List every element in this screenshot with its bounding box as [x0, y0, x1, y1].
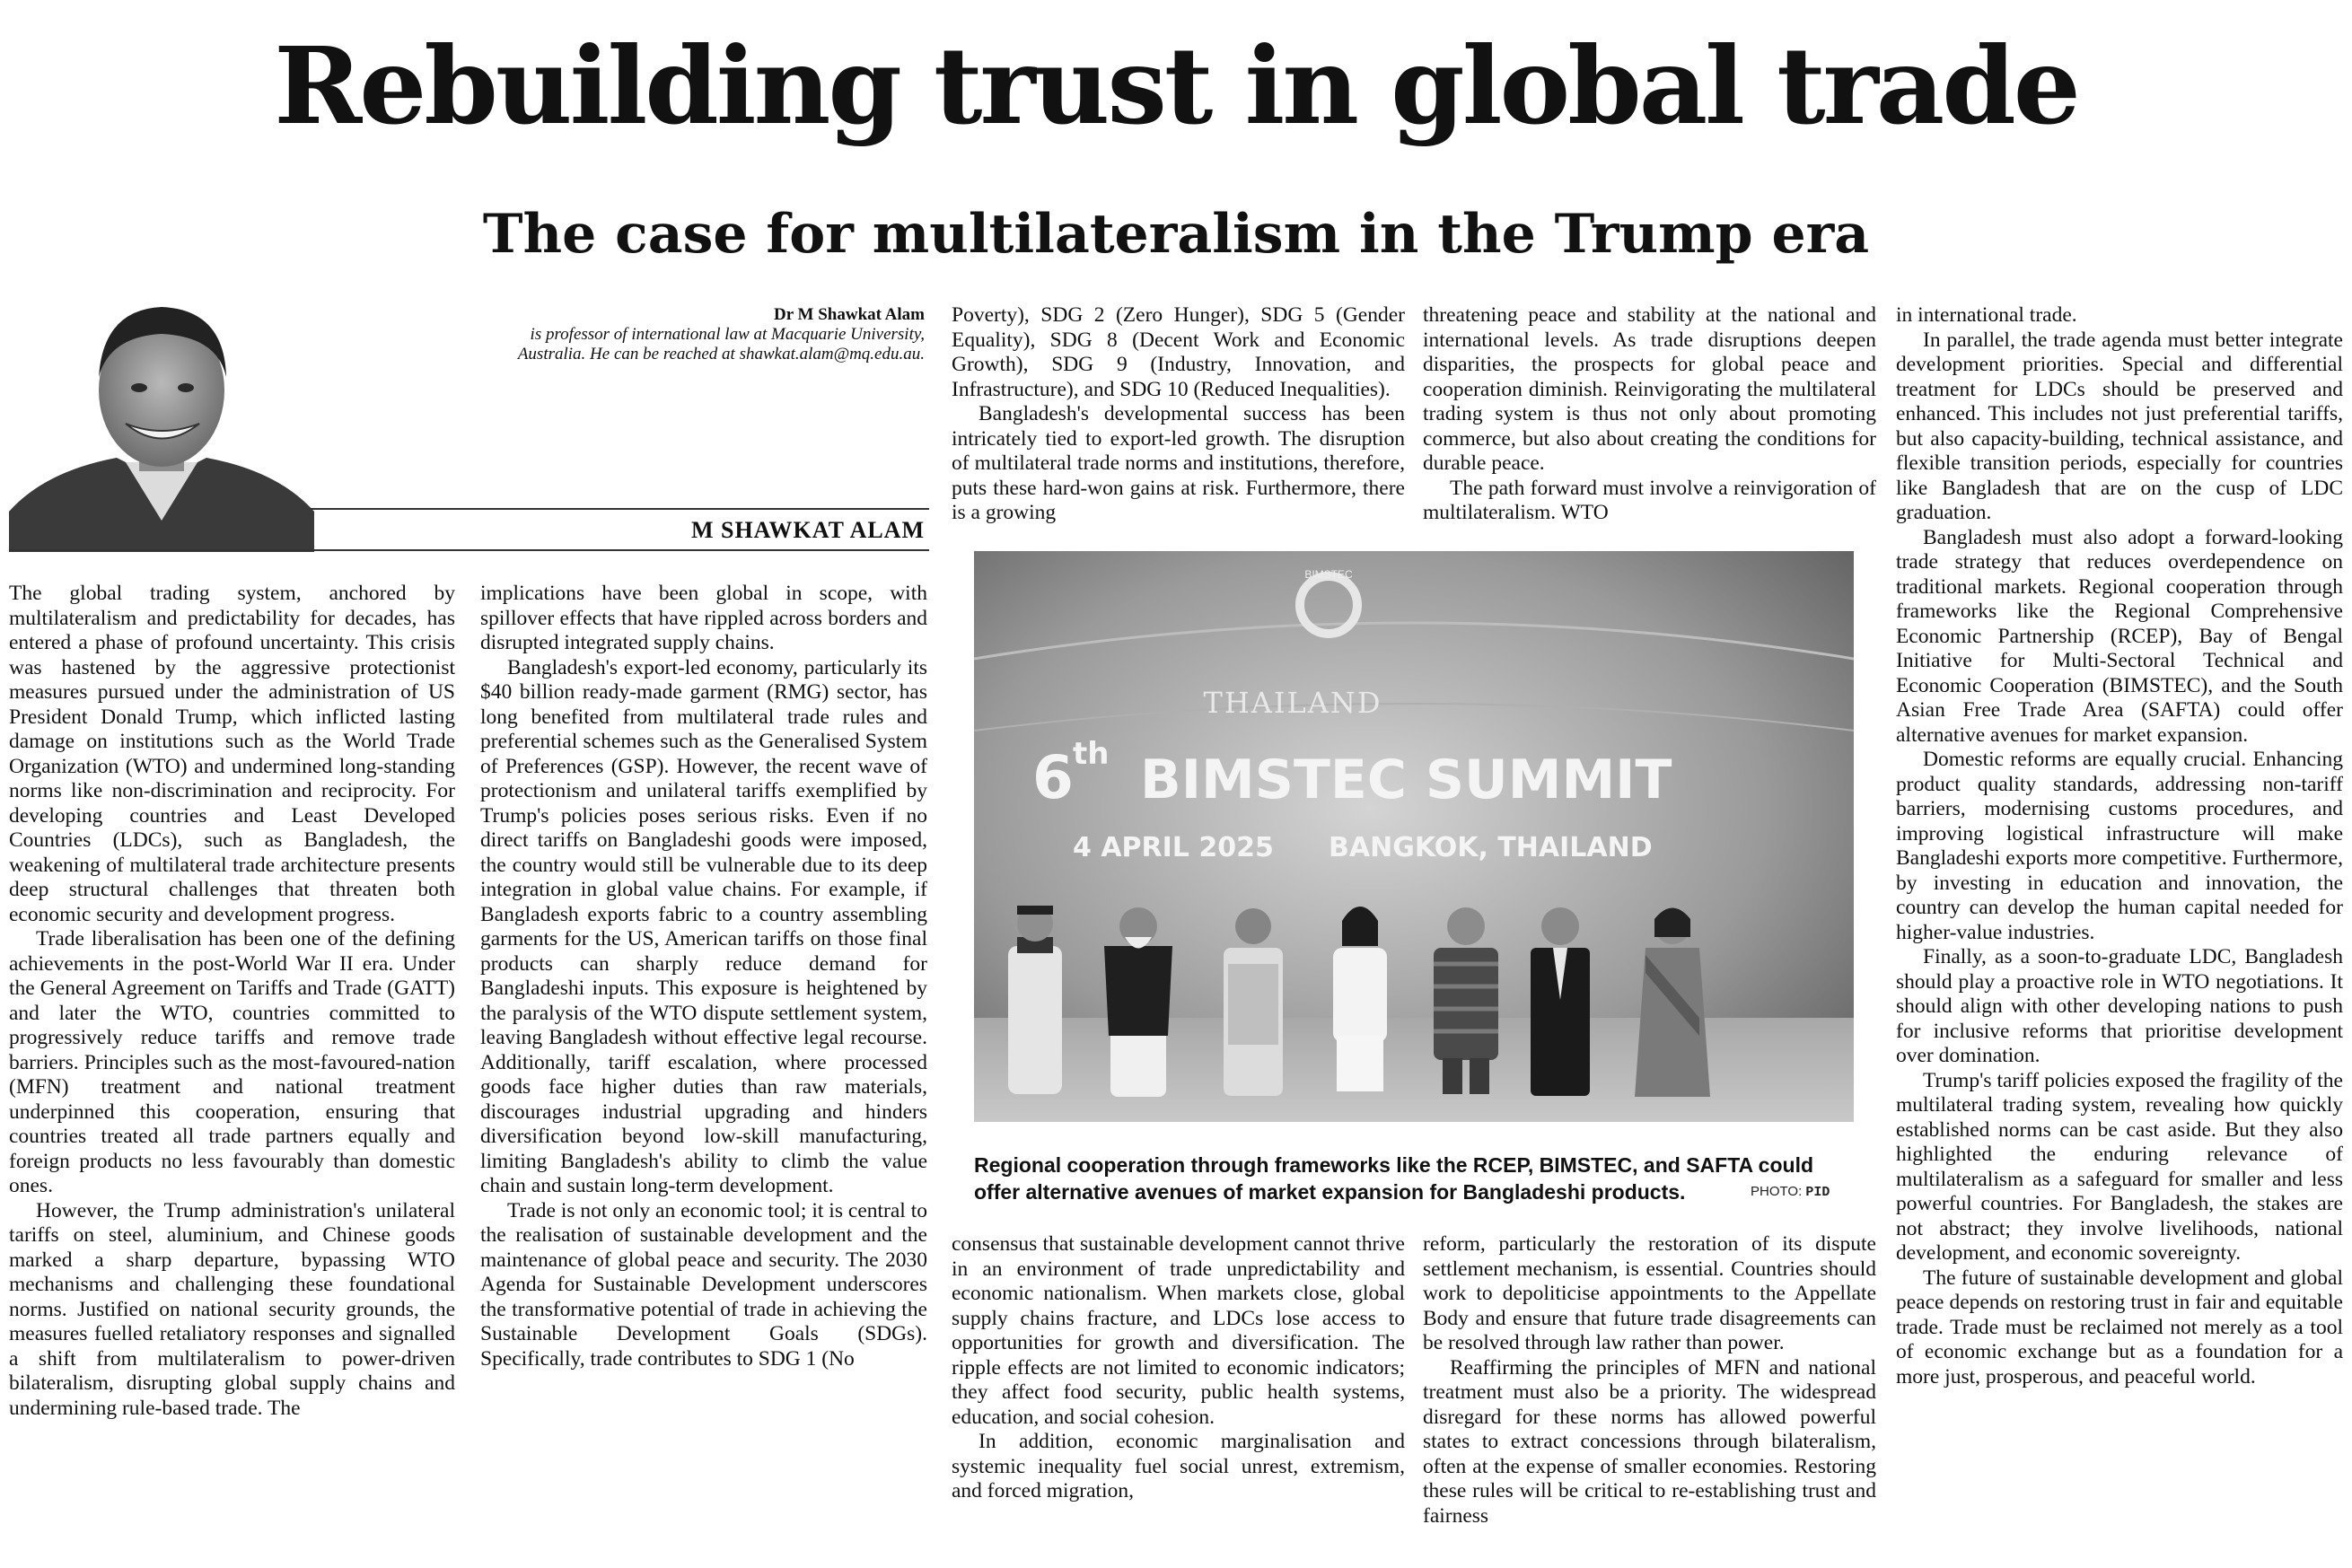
summit-location: BANGKOK, THAILAND: [1329, 832, 1653, 863]
summit-title: BIMSTEC SUMMIT: [1140, 749, 1672, 811]
paragraph: Poverty), SDG 2 (Zero Hunger), SDG 5 (Gender Equality), SDG 8 (Decent Work and Economic Growth), SDG 9 (Industry, Innovation, and Infrastructure), and SDG 10 (Reduced Inequalities).: [952, 303, 1405, 401]
thailand-text: THAILAND: [1203, 686, 1382, 720]
summit-date: 4 APRIL 2025: [1073, 832, 1274, 863]
paragraph: Reaffirming the principles of MFN and national treatment must also be a priority. The widespread disregard for these norms has allowed powerful states to extract concessions through bilateralism, often at the expense of smaller economies. Restoring these rules will be critical to re-establishing trust and fairness: [1423, 1355, 1876, 1528]
paragraph: in international trade.: [1896, 303, 2077, 327]
paragraph: Trade is not only an economic tool; it is central to the realisation of sustainable development and the maintenance of global peace and security. The 2030 Agenda for Sustainable Development underscores the transformative potential of trade in achieving the Sustainable Development Goals (SDGs). Specifically, trade contributes to SDG 1 (No: [480, 1198, 927, 1371]
column-3-top: [952, 303, 1405, 523]
paragraph: implications have been global in scope, with spillover effects that have rippled across borders and disrupted integrated supply chains.: [480, 582, 927, 654]
summit-ordinal: 6: [1032, 743, 1074, 812]
author-name: Dr M Shawkat Alam: [773, 305, 925, 324]
paragraph: Finally, as a soon-to-graduate LDC, Bangladesh should play a proactive role in WTO negotiations. It should align with other developing nations to push for inclusive reforms that prioritise development over domination.: [1896, 945, 2343, 1067]
paragraph: Bangladesh's developmental success has been intricately tied to export-led growth. The disruption of multilateral trade norms and institutions, therefore, puts these hard-won gains at risk. Furthermore, there is a growing: [952, 402, 1405, 523]
photo-credit: [1751, 1184, 1830, 1200]
summit-photo: [974, 551, 1854, 1122]
paragraph: In addition, economic marginalisation and systemic inequality fuel social unrest, extremism, and forced migration,: [952, 1430, 1405, 1502]
column-4-top: [1423, 303, 1876, 523]
subheadline: The case for multilateralism in the Trump era: [482, 203, 1870, 266]
headline: Rebuilding trust in global trade: [274, 23, 2078, 148]
paragraph: Bangladesh must also adopt a forward-looking trade strategy that reduces overdependence on traditional markets. Regional cooperation through frameworks like the Regional Comprehensive Economic Partnership (RCEP), Bay of Bengal Initiative for Multi-Sectoral Technical and Economic Cooperation (BIMSTEC), and the South Asian Free Trade Area (SAFTA) could offer alternative avenues for market expansion.: [1896, 525, 2343, 747]
column-3-bottom: [952, 1232, 1405, 1566]
author-bio-line-2: Australia. He can be reached at shawkat.alam@mq.edu.au.: [517, 345, 925, 364]
column-2: [480, 582, 927, 1564]
bimstec-logo-text: BIMSTEC: [1304, 568, 1353, 581]
author-bio-line-1: is professor of international law at Macquarie University,: [530, 325, 925, 344]
column-1: [9, 582, 455, 1564]
paragraph: However, the Trump administration's unilateral tariffs on steel, aluminium, and Chinese goods marked a sharp departure, bypassing WTO mechanisms and challenging these foundational norms. Justified on national security grounds, the measures fuelled retaliatory responses and signalled a shift from multilateralism to power-driven bilateralism, disrupting global supply chains and undermining rule-based trade. The: [9, 1198, 455, 1420]
paragraph: In parallel, the trade agenda must better integrate development priorities. Special and differential treatment for LDCs should be preserved and enhanced. This includes not just preferential tariffs, but also capacity-building, technical assistance, and flexible transition periods, especially for countries like Bangladesh that are on the cusp of LDC graduation.: [1896, 328, 2343, 524]
paragraph: Domestic reforms are equally crucial. Enhancing product quality standards, addressing non-tariff barriers, modernising customs procedures, and improving logistical infrastructure will make Bangladeshi exports more competitive. Furthermore, by investing in education and innovation, the country can develop the human capital needed for higher-value industries.: [1896, 748, 2343, 944]
header-bottom-rule: [9, 549, 929, 551]
paragraph: The path forward must involve a reinvigoration of multilateralism. WTO: [1423, 476, 1876, 523]
byline: M SHAWKAT ALAM: [690, 517, 925, 543]
paragraph: The global trading system, anchored by multilateralism and predictability for decades, has entered a phase of profound uncertainty. This crisis was hastened by the aggressive protectionist measures pursued under the administration of US President Donald Trump, which inflicted lasting damage on institutions such as the World Trade Organization (WTO) and undermined long-standing norms like non-discrimination and reciprocity. For developing countries and Least Developed Countries (LDCs), such as Bangladesh, the weakening of multilateral trade architecture presents deep structural challenges that threaten both economic security and development progress.: [9, 582, 455, 926]
paragraph: Bangladesh's export-led economy, particularly its $40 billion ready-made garment (RMG) sector, has long benefited from multilateral trade rules and preferential schemes such as the Generalised System of Preferences (GSP). However, the recent wave of protectionism and unilateral tariffs exemplified by Trump's policies poses serious risks. Even if no direct tariffs on Bangladeshi goods were imposed, the country would still be vulnerable due to its deep integration in global value chains. For example, if Bangladesh exports fabric to a country assembling garments for the US, American tariffs on those final products can sharply reduce demand for Bangladeshi inputs. This exposure is heightened by the paralysis of the WTO dispute settlement system, leaving Bangladesh without effective legal recourse. Additionally, tariff escalation, where processed goods face higher duties than raw materials, discourages industrial upgrading and hinders diversification beyond low-skill manufacturing, limiting Bangladesh's ability to climb the value chain and sustain long-term development.: [480, 655, 927, 1197]
paragraph: The future of sustainable development and global peace depends on restoring trust in fair and equitable trade. Trade must be reclaimed not merely as a tool of economic exchange but as a foundation for a more just, prosperous, and peaceful world.: [1896, 1266, 2343, 1388]
author-portrait: [9, 287, 314, 552]
column-4-bottom: [1423, 1232, 1876, 1566]
photo-caption: Regional cooperation through frameworks like the RCEP, BIMSTEC, and SAFTA could offer alternative avenues of market expansion for Bangladeshi products.: [974, 1153, 1814, 1204]
byline-rule: [310, 508, 929, 510]
paragraph: threatening peace and stability at the national and international levels. As trade disruptions deepen disparities, the prospects for global peace and cooperation diminish. Reinvigorating the multilateral trading system is thus not only about promoting commerce, but also about creating the conditions for durable peace.: [1423, 303, 1876, 475]
paragraph: consensus that sustainable development cannot thrive in an environment of trade unpredictability and economic nationalism. When markets close, global supply chains fracture, and LDCs lose access to opportunities for growth and diversification. The ripple effects are not limited to economic indicators; they affect food security, public health systems, education, and social cohesion.: [952, 1232, 1405, 1429]
photo-credit-label: PHOTO:: [1751, 1184, 1803, 1199]
paragraph: Trade liberalisation has been one of the defining achievements in the post-World War II era. Under the General Agreement on Tariffs and Trade (GATT) and later the WTO, countries committed to progressively reduce tariffs and remove trade barriers. Principles such as the most-favoured-nation (MFN) treatment and national treatment underpinned this cooperation, ensuring that countries treated all trade partners equally and foreign products no less favourably than domestic ones.: [9, 927, 455, 1197]
summit-ordinal-suffix: th: [1073, 736, 1110, 772]
photo-credit-source: PID: [1805, 1185, 1830, 1200]
column-5: [1896, 303, 2343, 1564]
paragraph: reform, particularly the restoration of its dispute settlement mechanism, is essential. Countries should work to depoliticise appointments to the Appellate Body and ensure that future trade disagreements can be resolved through law rather than power.: [1423, 1232, 1876, 1354]
author-credit: [368, 305, 925, 364]
paragraph: Trump's tariff policies exposed the fragility of the multilateral trading system, revealing how quickly established norms can be cast aside. But they also highlighted the enduring relevance of multilateralism as a safeguard for smaller and less powerful countries. For Bangladesh, the stakes are not abstract; they involve livelihoods, national development, and economic sovereignty.: [1896, 1068, 2343, 1265]
